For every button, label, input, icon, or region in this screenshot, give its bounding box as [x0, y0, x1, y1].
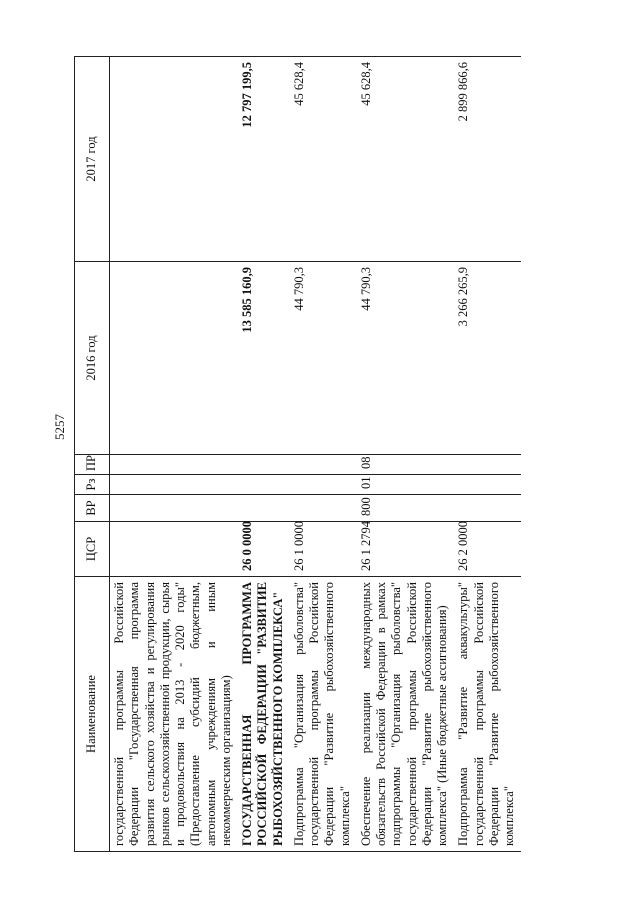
budget-table [74, 56, 521, 852]
row-csr: 26 1 2794 [357, 522, 455, 577]
row-csr [110, 522, 239, 577]
header-name: Наименование [75, 577, 110, 852]
row-2017 [110, 57, 239, 262]
header-rz: Рз [75, 475, 110, 495]
table-row [238, 57, 290, 852]
header-2017: 2017 год [75, 57, 110, 262]
row-rz [290, 475, 357, 495]
row-2017: 12 797 199,5 [238, 57, 290, 262]
row-2016: 13 585 160,9 [238, 262, 290, 455]
row-csr: 26 2 0000 [454, 522, 521, 577]
row-name: Подпрограмма "Организация рыболовства" государственной программы Российской Федерации "Развитие рыбохозяйственного комплекса" [290, 577, 357, 852]
row-vr: 800 [357, 495, 455, 522]
row-vr [238, 495, 290, 522]
row-pr [290, 455, 357, 475]
table-row [357, 57, 455, 852]
row-2016: 44 790,3 [357, 262, 455, 455]
row-rz [238, 475, 290, 495]
table-row [290, 57, 357, 852]
row-2017: 45 628,4 [290, 57, 357, 262]
row-vr [110, 495, 239, 522]
row-pr: 08 [357, 455, 455, 475]
header-vr: ВР [75, 495, 110, 522]
header-2016: 2016 год [75, 262, 110, 455]
row-name: Обеспечение реализации международных обязательств Российской Федерации в рамках подпрограммы "Организация рыболовства" государственной программы Российской Федерации "Развитие рыбохозяйственного комплекса" (Иные бюджетные ассигнования) [357, 577, 455, 852]
row-vr [454, 495, 521, 522]
row-pr [454, 455, 521, 475]
row-rz: 01 [357, 475, 455, 495]
table-row [454, 57, 521, 852]
row-2016 [110, 262, 239, 455]
table-header-row [75, 57, 110, 852]
row-2016: 44 790,3 [290, 262, 357, 455]
row-name: ГОСУДАРСТВЕННАЯ ПРОГРАММА РОССИЙСКОЙ ФЕДЕРАЦИИ "РАЗВИТИЕ РЫБОХОЗЯЙСТВЕННОГО КОМПЛЕКСА" [238, 577, 290, 852]
row-rz [454, 475, 521, 495]
header-csr: ЦСР [75, 522, 110, 577]
row-csr: 26 1 0000 [290, 522, 357, 577]
row-name: государственной программы Российской Федерации "Государственная программа развития сельского хозяйства и регулирования рынков сельскохозяйственной продукции, сырья и продовольствия на 2013 - 2020 годы" (Предоставление субсидий бюджетным, автономным учреждениям и иным некоммерческим организациям) [110, 577, 239, 852]
row-vr [290, 495, 357, 522]
row-pr [110, 455, 239, 475]
row-name: Подпрограмма "Развитие аквакультуры" государственной программы Российской Федерации "Развитие рыбохозяйственного комплекса" [454, 577, 521, 852]
table-row [110, 57, 239, 852]
row-2016: 3 266 265,9 [454, 262, 521, 455]
rotated-page [74, 57, 594, 852]
row-rz [110, 475, 239, 495]
header-pr: ПР [75, 455, 110, 475]
row-csr: 26 0 0000 [238, 522, 290, 577]
row-pr [238, 455, 290, 475]
row-2017: 2 899 866,6 [454, 57, 521, 262]
page-number: 5257 [52, 414, 67, 440]
row-2017: 45 628,4 [357, 57, 455, 262]
